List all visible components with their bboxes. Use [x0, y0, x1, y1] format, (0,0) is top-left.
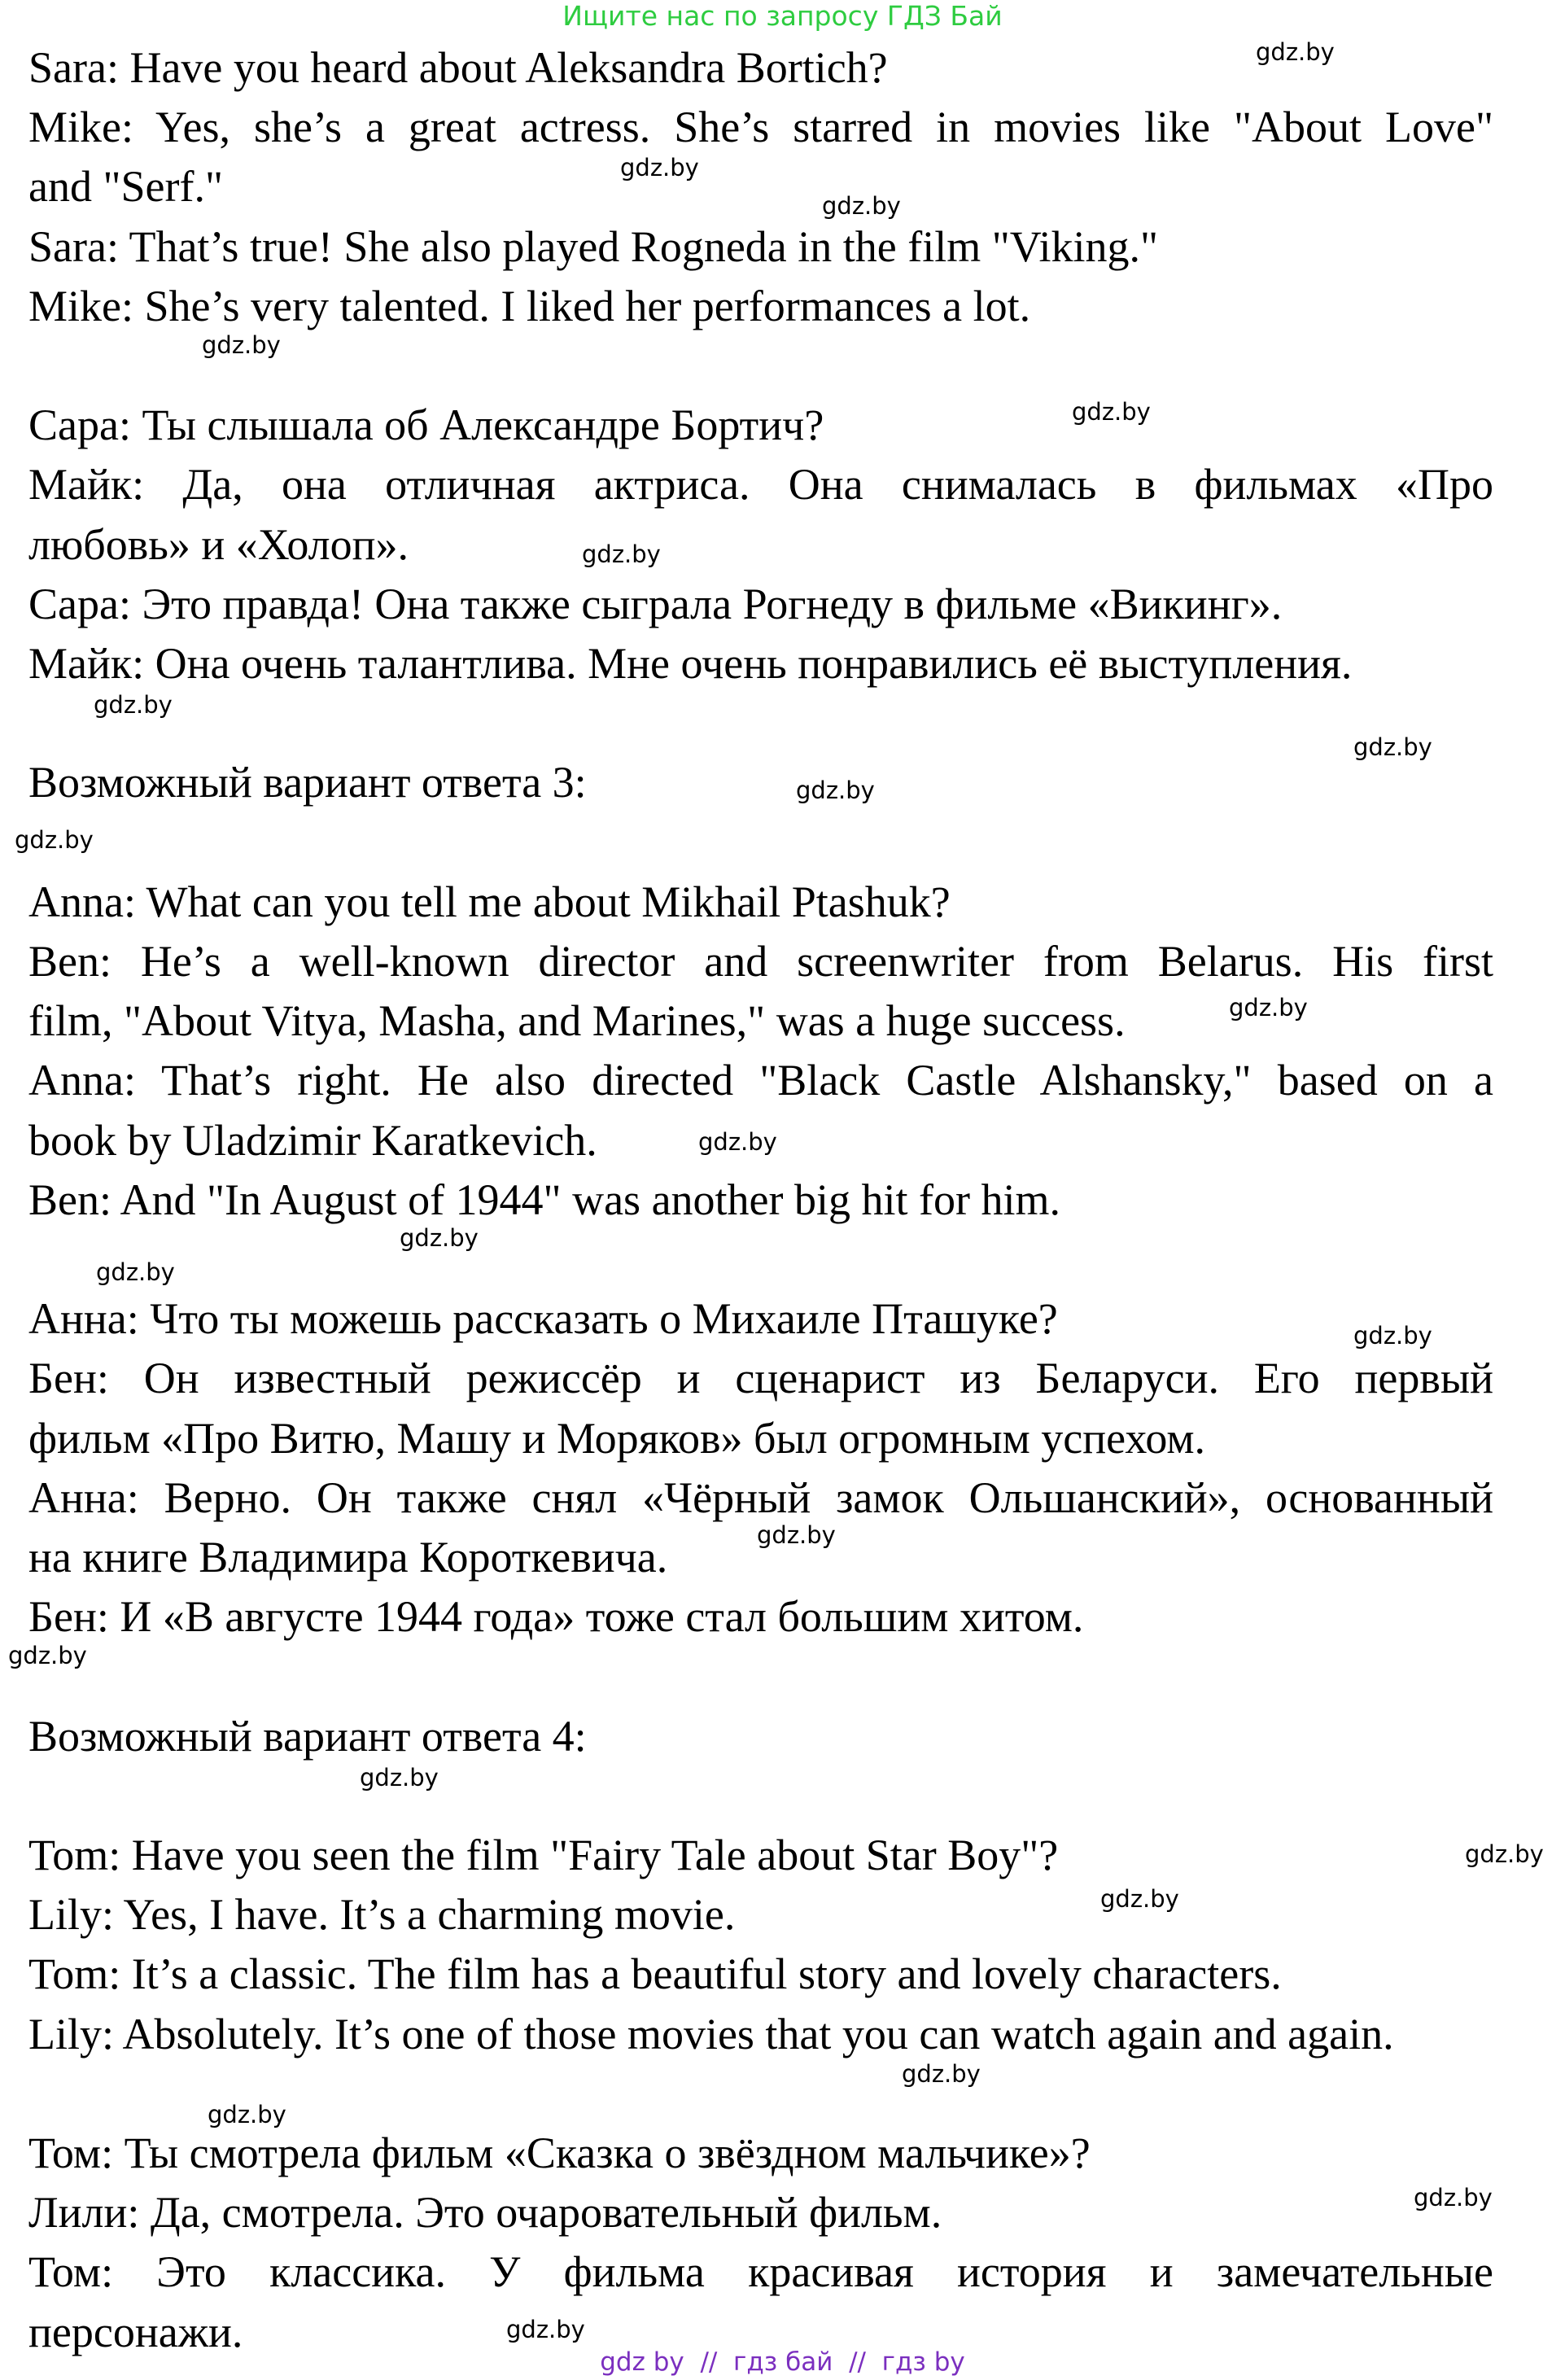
watermark: gdz.by	[360, 1764, 439, 1792]
dialog2-en-line: Mike: Yes, she’s a great actress. She’s starred in movies like "About Love"	[28, 103, 1493, 152]
dialog3-ru-line: фильм «Про Витю, Машу и Моряков» был огромным успехом.	[28, 1413, 1206, 1463]
watermark: gdz.by	[8, 1642, 87, 1669]
watermark: gdz.by	[902, 2060, 981, 2088]
dialog4-en-line: Lily: Absolutely. It’s one of those movies that you can watch again and again.	[28, 2009, 1394, 2058]
dialog3-ru-line: Анна: Что ты можешь рассказать о Михаиле Пташуке?	[28, 1294, 1058, 1344]
dialog2-ru-line: Сара: Ты слышала об Александре Бортич?	[28, 400, 824, 450]
dialog4-ru-line: Том: Это классика. У фильма красивая история и замечательные	[28, 2247, 1493, 2297]
watermark: gdz.by	[1465, 1840, 1544, 1868]
watermark: gdz.by	[506, 2316, 585, 2343]
watermark: gdz.by	[1353, 1322, 1432, 1350]
dialog2-ru-line: Сара: Это правда! Она также сыграла Рогнеду в фильме «Викинг».	[28, 579, 1283, 628]
paragraph-gap	[28, 1647, 1493, 1706]
watermark: gdz.by	[796, 777, 875, 804]
dialog3-en-line: Anna: What can you tell me about Mikhail Ptashuk?	[28, 877, 951, 926]
dialog3-ru-line: Анна: Верно. Он также снял «Чёрный замок Ольшанский», основанный	[28, 1472, 1493, 1522]
watermark: gdz.by	[1414, 2184, 1493, 2212]
dialog2-ru-line: Майк: Да, она отличная актриса. Она снималась в фильмах «Про	[28, 460, 1493, 510]
dialog4-en-line: Tom: Have you seen the film "Fairy Tale about Star Boy"?	[28, 1831, 1059, 1879]
watermark: gdz.by	[96, 1258, 175, 1286]
dialog3-en-line: Ben: And "In August of 1944" was another big hit for him.	[28, 1175, 1060, 1224]
dialog3-ru-line: на книге Владимира Короткевича.	[28, 1533, 668, 1582]
watermark: gdz.by	[1256, 38, 1335, 66]
dialog4-ru-line: персонажи.	[28, 2307, 243, 2356]
document-body	[28, 38, 1493, 2362]
watermark: gdz.by	[94, 691, 173, 719]
watermark: gdz.by	[698, 1128, 777, 1156]
dialog4-en-line: Lily: Yes, I have. It’s a charming movie.	[28, 1890, 736, 1940]
watermark: gdz.by	[15, 826, 94, 854]
watermark: gdz.by	[822, 192, 901, 220]
paragraph-gap	[28, 1230, 1493, 1289]
dialog2-ru-line: любовь» и «Холоп».	[28, 519, 409, 569]
dialog2-en-line: Sara: That’s true! She also played Rogneda in the film "Viking."	[28, 221, 1159, 271]
dialog2-en-line: and "Serf."	[28, 162, 224, 212]
dialog3-en-line: Anna: That’s right. He also directed "Black Castle Alshansky," based on a	[28, 1056, 1493, 1105]
dialog4-ru-line: Лили: Да, смотрела. Это очаровательный фильм.	[28, 2188, 942, 2238]
watermark: gdz.by	[757, 1521, 836, 1549]
dialog3-en-line: book by Uladzimir Karatkevich.	[28, 1115, 597, 1165]
watermark: gdz.by	[208, 2101, 286, 2128]
answer-variant-4-heading: Возможный вариант ответа 4:	[28, 1711, 587, 1761]
dialog3-en-line: film, "About Vitya, Masha, and Marines," was a huge success.	[28, 996, 1126, 1046]
watermark: gdz.by	[1353, 733, 1432, 761]
watermark: gdz.by	[582, 540, 661, 568]
dialog3-ru-line: Бен: Он известный режиссёр и сценарист из Беларуси. Его первый	[28, 1354, 1493, 1403]
paragraph-gap	[28, 693, 1493, 753]
watermark: gdz.by	[620, 154, 699, 182]
search-hint-banner: Ищите нас по запросу ГДЗ Бай	[562, 0, 1003, 32]
dialog2-en-line: Sara: Have you heard about Aleksandra Bortich?	[28, 43, 888, 92]
watermark: gdz.by	[400, 1224, 479, 1252]
dialog2-en-line: Mike: She’s very talented. I liked her performances a lot.	[28, 281, 1031, 330]
dialog4-en-line: Tom: It’s a classic. The film has a beautiful story and lovely characters.	[28, 1949, 1282, 1999]
dialog2-ru-line: Майк: Она очень талантлива. Мне очень понравились её выступления.	[28, 639, 1353, 689]
dialog3-ru-line: Бен: И «В августе 1944 года» тоже стал большим хитом.	[28, 1592, 1084, 1642]
dialog4-ru-line: Том: Ты смотрела фильм «Сказка о звёздном мальчике»?	[28, 2128, 1091, 2177]
paragraph-gap	[28, 1766, 1493, 1826]
answer-variant-3-heading: Возможный вариант ответа 3:	[28, 758, 587, 807]
paragraph-gap	[28, 813, 1493, 873]
watermark: gdz.by	[202, 331, 281, 359]
watermark: gdz.by	[1229, 994, 1308, 1022]
watermark: gdz.by	[1072, 398, 1151, 426]
dialog3-en-line: Ben: He’s a well-known director and screenwriter from Belarus. His first	[28, 937, 1493, 986]
watermark: gdz.by	[1100, 1885, 1179, 1913]
footer-links: gdz by // гдз бай // гдз by	[600, 2347, 965, 2377]
